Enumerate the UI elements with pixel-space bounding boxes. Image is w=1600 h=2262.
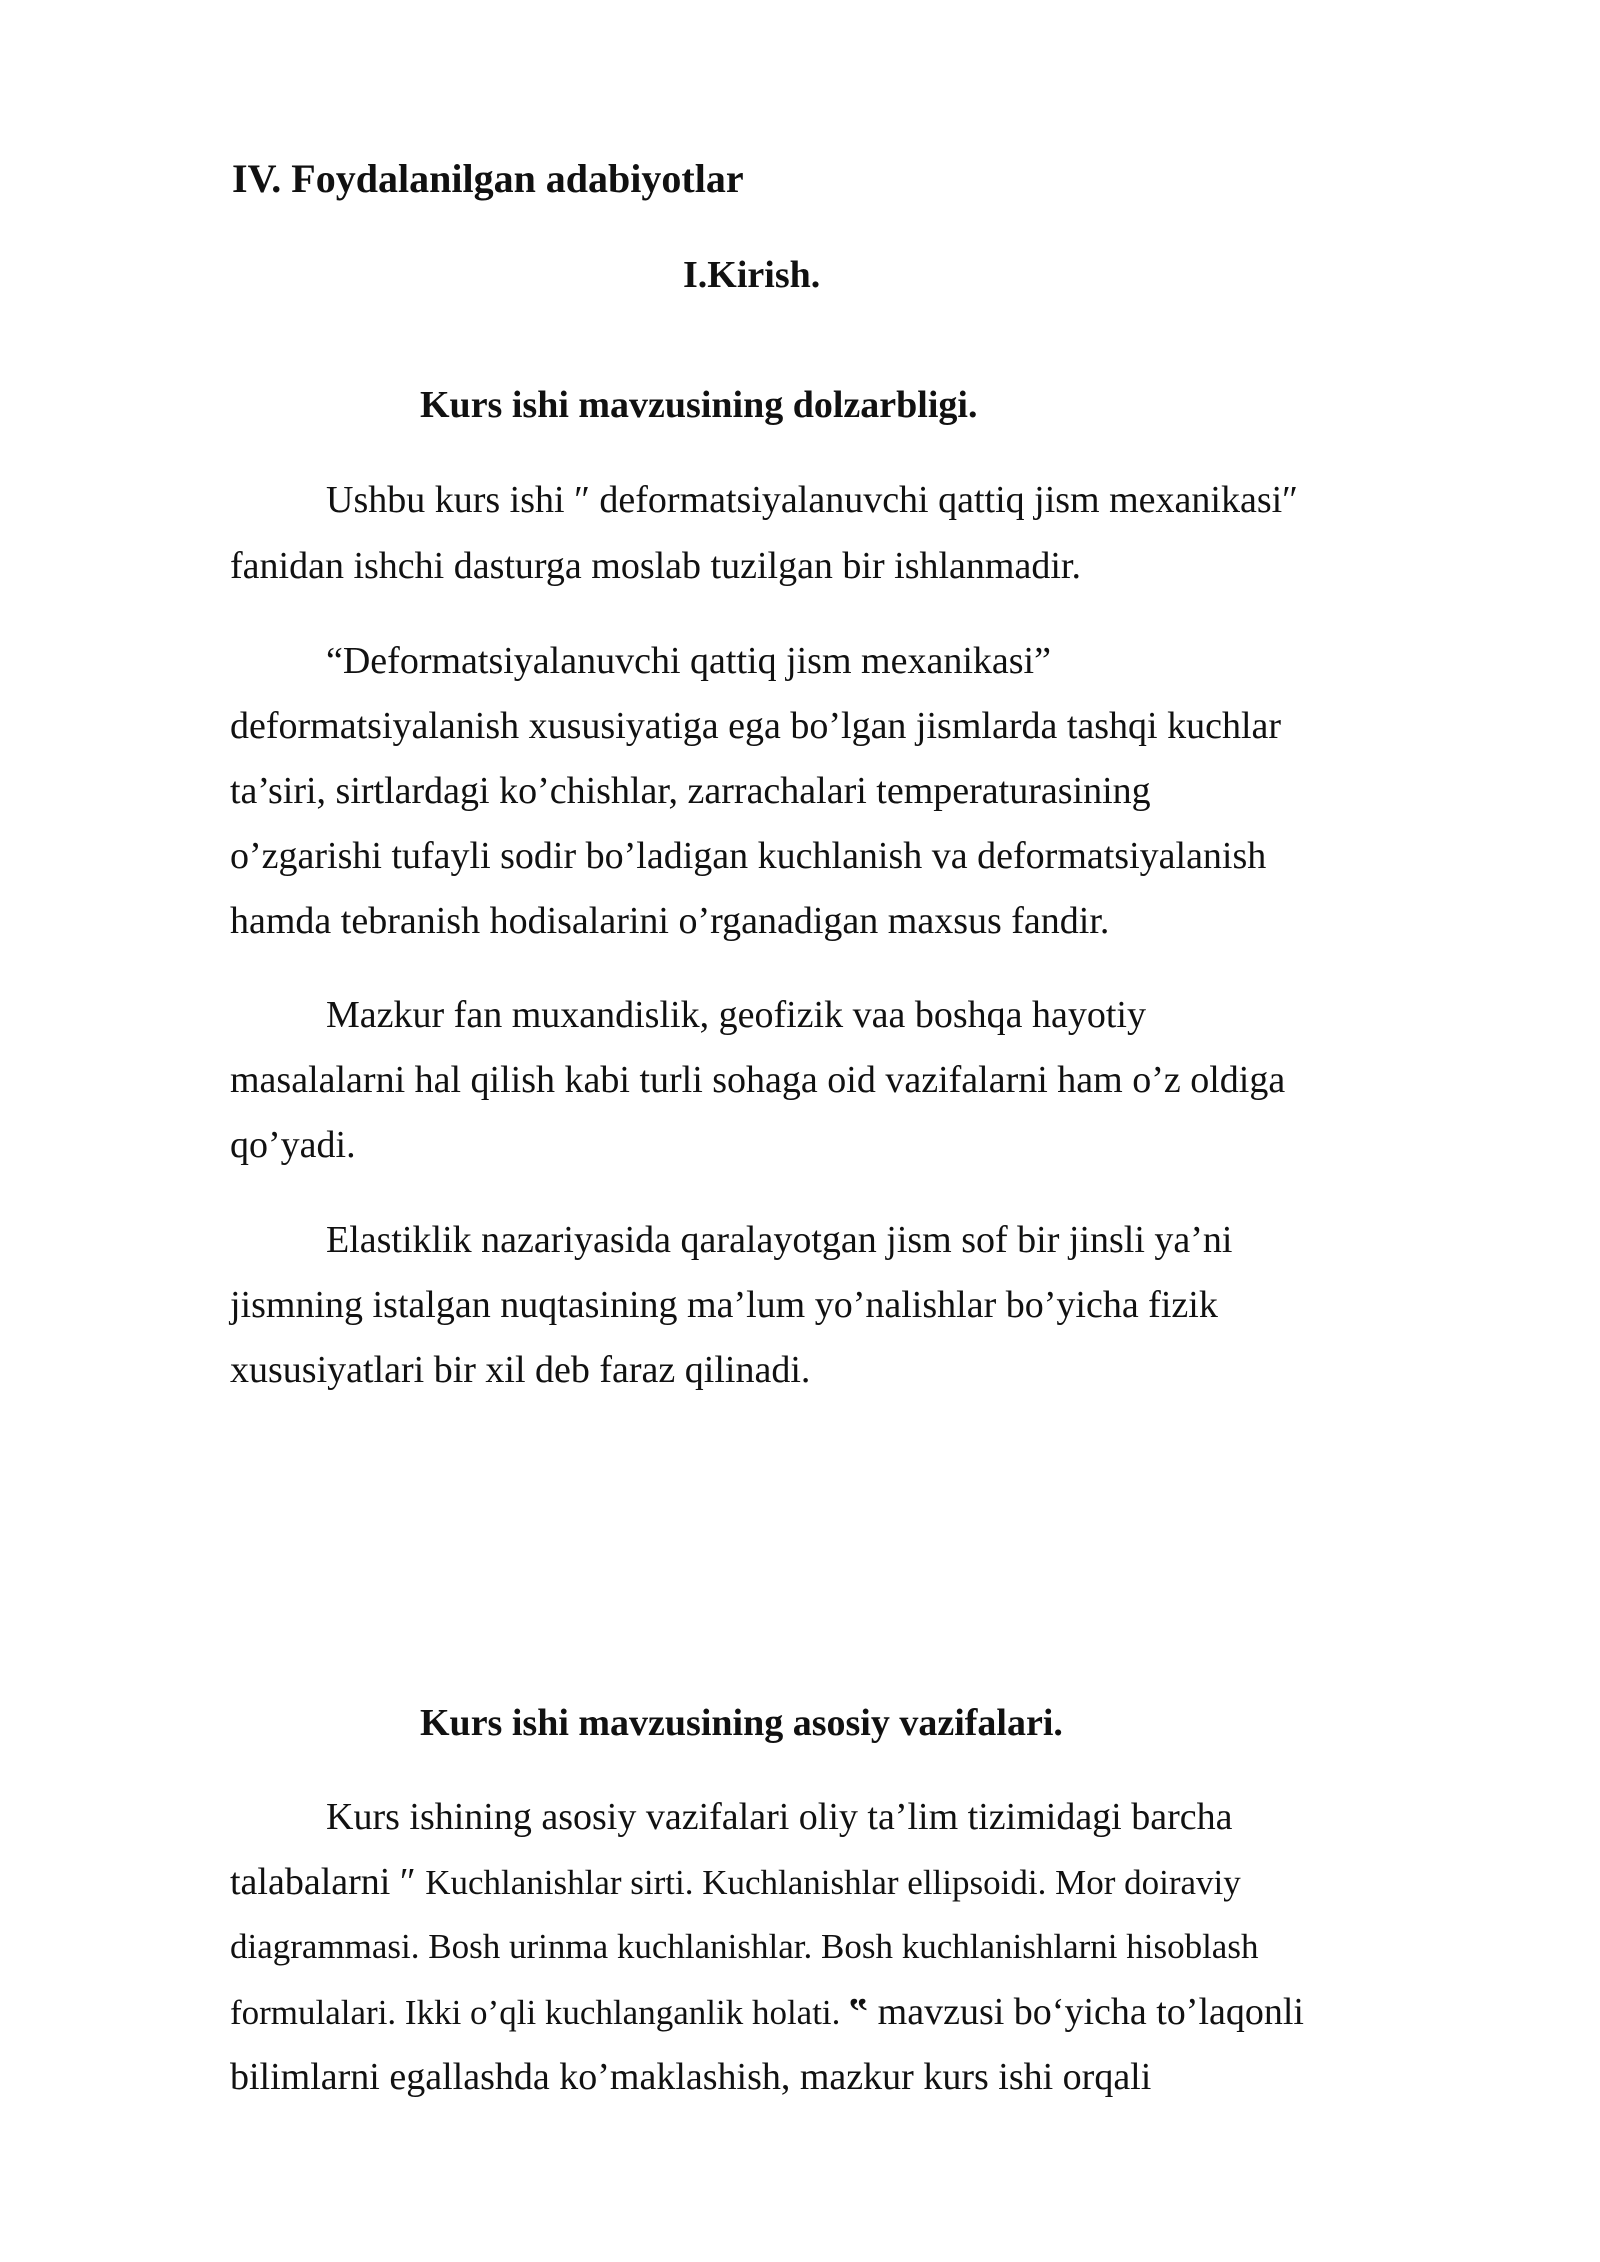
para5-topic-text: formulalari. Ikki o’qli kuchlanganlik holati. [230,1993,850,2032]
para4-line: Elastiklik nazariyasida qaralayotgan jism sof bir jinsli ya’ni [326,1219,1233,1261]
heading-relevance: Kurs ishi mavzusining dolzarbligi. [420,384,978,426]
para5-line: Kurs ishining asosiy vazifalari oliy ta’lim tizimidagi barcha [326,1796,1233,1838]
para2-line: “Deformatsiyalanuvchi qattiq jism mexanikasi” [326,640,1051,682]
para5-line: diagrammasi. Bosh urinma kuchlanishlar. Bosh kuchlanishlarni hisoblash [230,1927,1259,1966]
para1-line: Ushbu kurs ishi ″ deformatsiyalanuvchi qattiq jism mexanikasi″ [326,479,1299,521]
para5-topic-text: Kuchlanishlar sirti. Kuchlanishlar ellipsoidi. Mor doiraviy [425,1863,1241,1902]
para3-line: qo’yadi. [230,1124,356,1166]
heading-tasks: Kurs ishi mavzusining asosiy vazifalari. [420,1702,1063,1744]
para5-line: bilimlarni egallashda ko’maklashish, mazkur kurs ishi orqali [230,2056,1152,2098]
toc-line: IV. Foydalanilgan adabiyotlar [232,156,744,201]
para5-text: talabalarni ″ [230,1861,426,1903]
para3-line: Mazkur fan muxandislik, geofizik vaa boshqa hayotiy [326,994,1146,1036]
para5-line [230,1989,1304,2036]
para4-line: jismning istalgan nuqtasining ma’lum yo’nalishlar bo’yicha fizik [230,1284,1218,1326]
para3-line: masalalarni hal qilish kabi turli sohaga oid vazifalarni ham o’z oldiga [230,1059,1286,1101]
para2-line: ta’siri, sirtlardagi ko’chishlar, zarrachalari temperaturasining [230,770,1151,812]
para4-line: xususiyatlari bir xil deb faraz qilinadi. [230,1349,811,1391]
closing-quote: ‟ [849,1991,869,2033]
para2-line: deformatsiyalanish xususiyatiga ega bo’lgan jismlarda tashqi kuchlar [230,705,1282,747]
para5-text: mavzusi bo‘yicha to’laqonli [868,1991,1304,2033]
para5-line [230,1859,1241,1906]
para2-line: o’zgarishi tufayli sodir bo’ladigan kuchlanish va deformatsiyalanish [230,835,1267,877]
para1-line: fanidan ishchi dasturga moslab tuzilgan bir ishlanmadir. [230,545,1081,587]
section-title: I.Kirish. [683,254,821,296]
para2-line: hamda tebranish hodisalarini o’rganadigan maxsus fandir. [230,900,1110,942]
